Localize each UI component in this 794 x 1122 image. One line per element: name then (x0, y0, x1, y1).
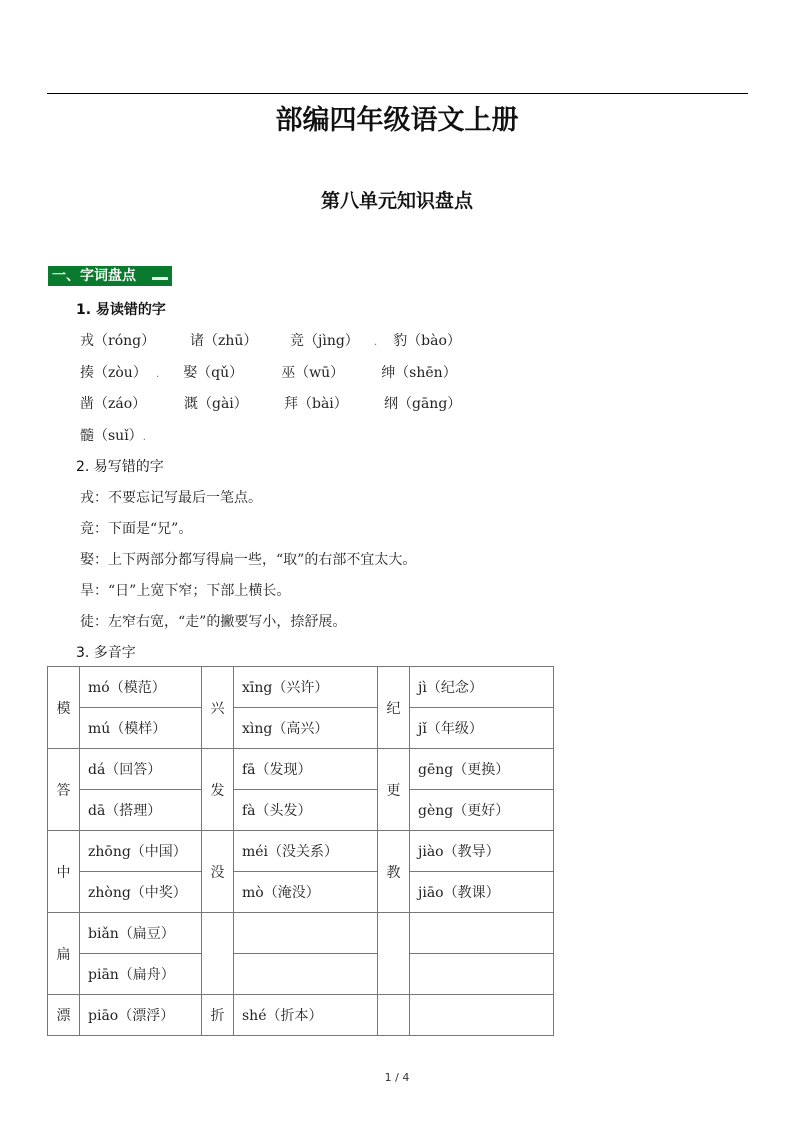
reading-item: 绅（shēn） (381, 365, 457, 381)
table-reading: méi（没关系） (234, 831, 378, 872)
reading-row (80, 362, 457, 382)
table-char: 更 (378, 749, 410, 831)
table-char: 兴 (202, 667, 234, 749)
page-number: 1 / 4 (384, 1071, 410, 1084)
table-reading (410, 913, 554, 954)
writing-note: 旱：“日”上宽下窄；下部上横长。 (80, 583, 291, 599)
part3-heading: 3. 多音字 (76, 645, 136, 661)
reading-row (80, 393, 461, 413)
table-char: 发 (202, 749, 234, 831)
dot-mark: . (374, 337, 378, 348)
section-heading-bar (48, 266, 172, 286)
table-row (48, 954, 554, 995)
table-row (48, 667, 554, 708)
reading-item: 巫（wū） (281, 365, 345, 381)
reading-row (80, 425, 146, 445)
reading-item: 纲（gāng） (384, 396, 462, 412)
table-reading: xīng（兴许） (234, 667, 378, 708)
table-reading: shé（折本） (234, 995, 378, 1036)
table-reading (234, 913, 378, 954)
table-reading: gēng（更换） (410, 749, 554, 790)
table-reading: piān（扁舟） (80, 954, 202, 995)
table-row (48, 872, 554, 913)
table-reading: mú（模样） (80, 708, 202, 749)
dot-mark: . (156, 369, 160, 380)
table-reading: piāo（漂浮） (80, 995, 202, 1036)
table-reading: mò（淹没） (234, 872, 378, 913)
table-char: 漂 (48, 995, 80, 1036)
table-char: 模 (48, 667, 80, 749)
table-char (378, 913, 410, 995)
table-reading: dā（搭理） (80, 790, 202, 831)
part2-heading: 2. 易写错的字 (76, 459, 164, 475)
table-reading: mó（模范） (80, 667, 202, 708)
header-rule (47, 93, 748, 94)
table-reading: zhòng（中奖） (80, 872, 202, 913)
table-row (48, 913, 554, 954)
table-char (202, 913, 234, 995)
table-row (48, 831, 554, 872)
table-reading: jiào（教导） (410, 831, 554, 872)
table-reading: fà（头发） (234, 790, 378, 831)
table-char: 中 (48, 831, 80, 913)
table-reading: jiāo（教课） (410, 872, 554, 913)
writing-note: 戎：不要忘记写最后一笔点。 (80, 490, 262, 506)
table-row (48, 749, 554, 790)
table-reading: gèng（更好） (410, 790, 554, 831)
section-tag-mark (152, 277, 168, 280)
reading-item: 诸（zhū） (190, 333, 258, 349)
reading-item: 凿（záo） (80, 396, 147, 412)
reading-item: 揍（zòu） (80, 365, 147, 381)
table-reading: dá（回答） (80, 749, 202, 790)
writing-note: 徒：左窄右宽，“走”的撇要写小，捺舒展。 (80, 614, 347, 630)
table-reading: zhōng（中国） (80, 831, 202, 872)
table-reading (410, 995, 554, 1036)
table-row (48, 790, 554, 831)
table-reading: xìng（高兴） (234, 708, 378, 749)
table-char: 答 (48, 749, 80, 831)
part1-heading: 1. 易读错的字 (76, 302, 166, 318)
reading-item: 豹（bào） (393, 333, 461, 349)
writing-note: 竞：下面是“兄”。 (80, 521, 193, 537)
table-reading: biǎn（扁豆） (80, 913, 202, 954)
reading-item: 戎（róng） (80, 333, 156, 349)
table-row (48, 708, 554, 749)
reading-item: 溉（gài） (184, 396, 248, 412)
reading-row (80, 330, 461, 350)
table-char (378, 995, 410, 1036)
polyphone-table (47, 666, 554, 1036)
reading-item: 娶（qǔ） (183, 365, 244, 381)
dot-mark: . (142, 432, 146, 443)
table-char: 纪 (378, 667, 410, 749)
table-reading: jì（纪念） (410, 667, 554, 708)
page-subtitle: 第八单元知识盘点 (320, 190, 473, 212)
table-char: 扁 (48, 913, 80, 995)
writing-note: 娶：上下两部分都写得扁一些，“取”的右部不宜太大。 (80, 552, 417, 568)
table-reading: fā（发现） (234, 749, 378, 790)
table-reading: jǐ（年级） (410, 708, 554, 749)
table-reading (234, 954, 378, 995)
table-char: 没 (202, 831, 234, 913)
table-reading (410, 954, 554, 995)
table-row (48, 995, 554, 1036)
page-title: 部编四年级语文上册 (275, 105, 519, 136)
reading-item: 拜（bài） (284, 396, 348, 412)
table-char: 教 (378, 831, 410, 913)
section-heading-label: 一、字词盘点 (52, 268, 136, 284)
table-char: 折 (202, 995, 234, 1036)
reading-item: 髓（suǐ） (80, 428, 143, 444)
reading-item: 竞（jìng） (290, 333, 359, 349)
